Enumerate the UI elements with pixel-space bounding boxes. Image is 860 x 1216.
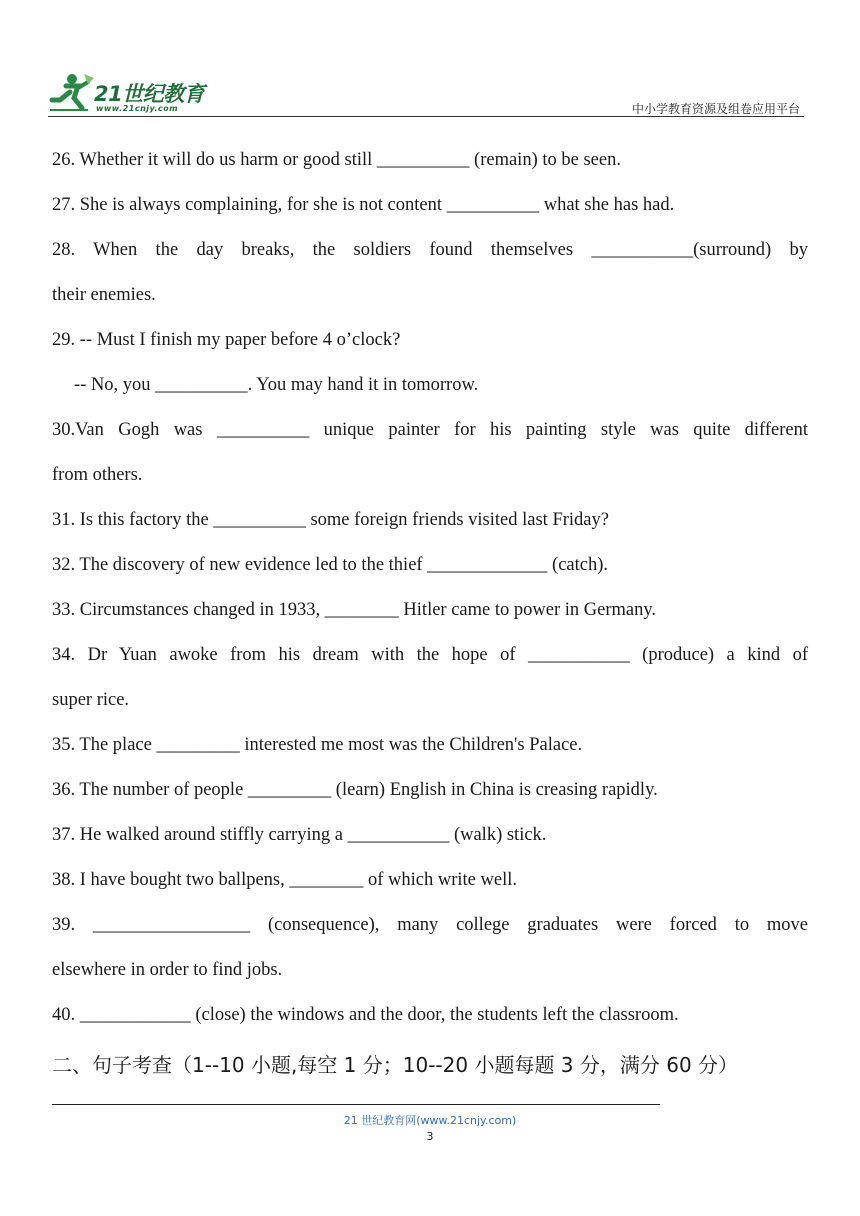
runner-logo-icon	[48, 70, 98, 116]
logo-url: www.21cnjy.com	[96, 104, 179, 113]
page-number: 3	[426, 1130, 434, 1143]
footer-divider	[52, 1104, 660, 1105]
question-27: 27. She is always complaining, for she is not content __________ what she has had.	[52, 195, 675, 215]
question-39-line-1: 39. _________________ (consequence), many college graduates were forced to move	[52, 915, 808, 935]
platform-tagline: 中小学教育资源及组卷应用平台	[631, 102, 800, 116]
question-34-line-2: super rice.	[52, 690, 130, 710]
question-29-line-2: -- No, you __________. You may hand it in tomorrow.	[74, 375, 479, 395]
question-30-line-1: 30.Van Gogh was __________ unique painter for his painting style was quite different	[52, 420, 808, 440]
section-title: 二、句子考查（1--10 小题,每空 1 分；10--20 小题每题 3 分，满分 60 分）	[52, 1053, 739, 1077]
question-32: 32. The discovery of new evidence led to the thief _____________ (catch).	[52, 555, 609, 575]
logo-text: 21世纪教育	[94, 82, 205, 106]
question-28-line-2: their enemies.	[52, 285, 156, 305]
question-35: 35. The place _________ interested me most was the Children's Palace.	[52, 735, 583, 755]
question-40: 40. ____________ (close) the windows and the door, the students left the classroom.	[52, 1005, 679, 1025]
question-31: 31. Is this factory the __________ some foreign friends visited last Friday?	[52, 510, 609, 530]
page-header	[48, 70, 804, 120]
question-36: 36. The number of people _________ (learn) English in China is creasing rapidly.	[52, 780, 658, 800]
question-34-line-1: 34. Dr Yuan awoke from his dream with the hope of ___________ (produce) a kind of	[52, 645, 808, 665]
header-divider	[48, 116, 804, 117]
question-39-line-2: elsewhere in order to find jobs.	[52, 960, 283, 980]
footer-site: 21 世纪教育网(www.21cnjy.com)	[343, 1114, 517, 1127]
question-26: 26. Whether it will do us harm or good still __________ (remain) to be seen.	[52, 150, 621, 170]
question-38: 38. I have bought two ballpens, ________ of which write well.	[52, 870, 517, 890]
question-29-line-1: 29. -- Must I finish my paper before 4 o’clock?	[52, 330, 401, 350]
logo	[48, 70, 218, 116]
question-28-line-1: 28. When the day breaks, the soldiers found themselves ___________(surround) by	[52, 240, 808, 260]
question-37: 37. He walked around stiffly carrying a ___________ (walk) stick.	[52, 825, 547, 845]
question-33: 33. Circumstances changed in 1933, ________ Hitler came to power in Germany.	[52, 600, 657, 620]
question-30-line-2: from others.	[52, 465, 143, 485]
